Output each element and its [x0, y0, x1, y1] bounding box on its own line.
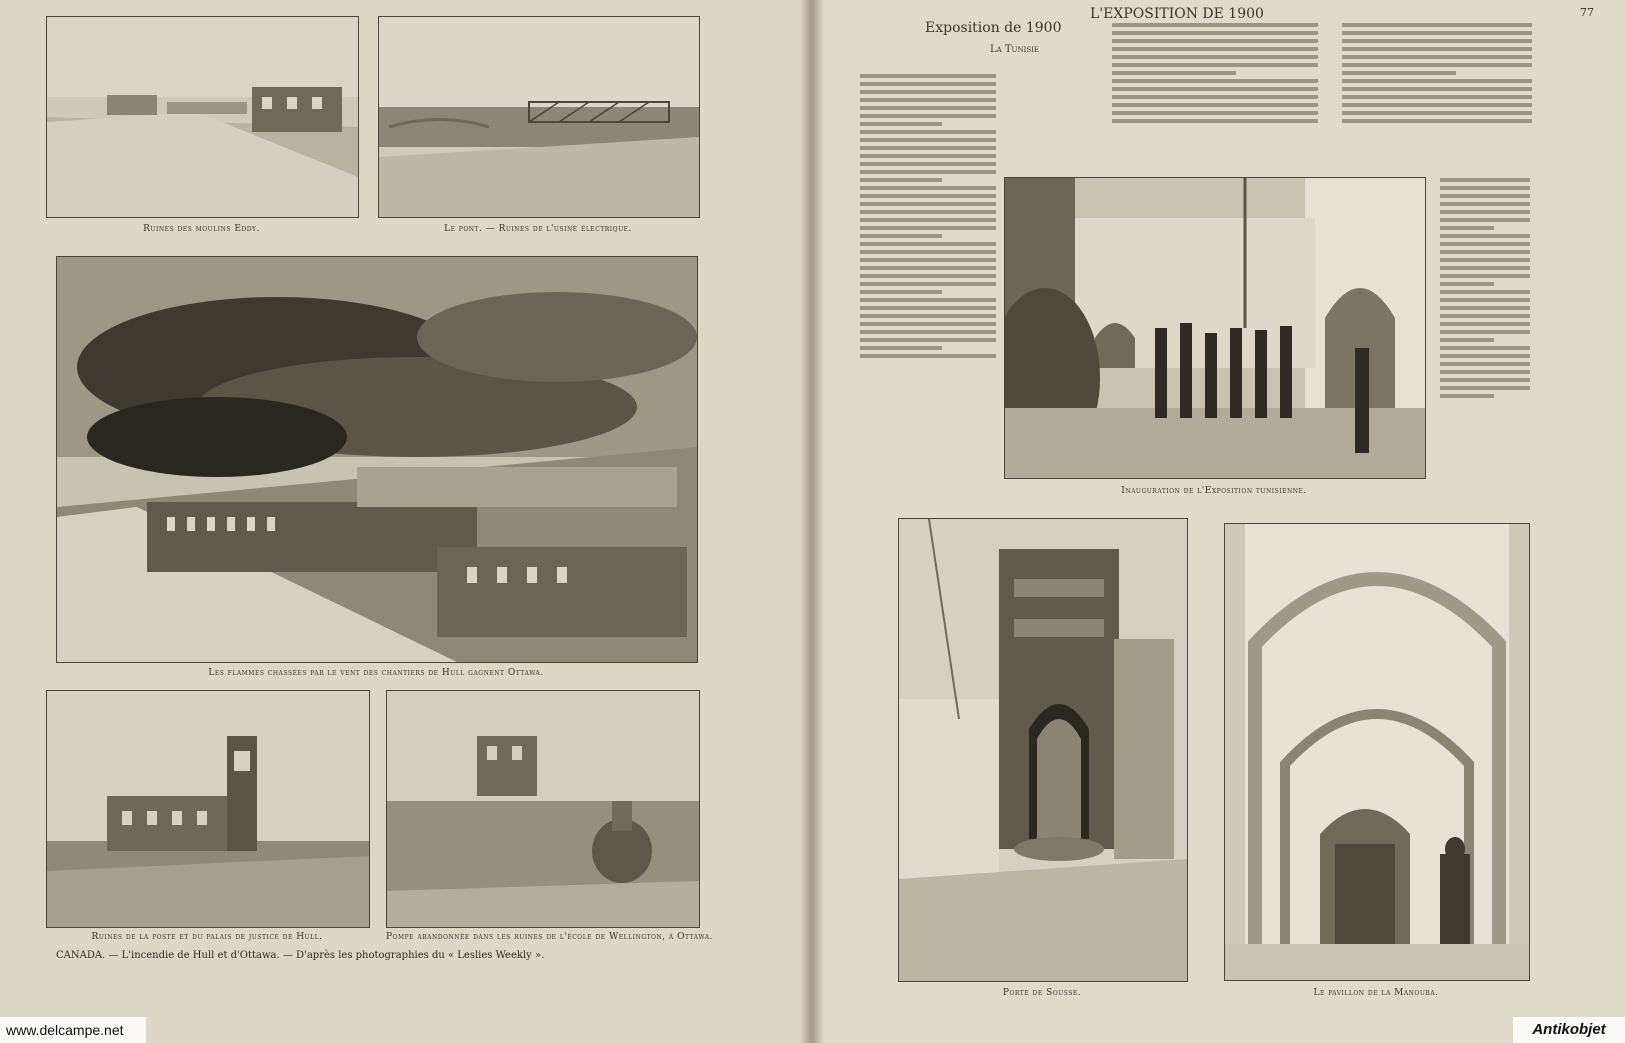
text-line	[860, 338, 996, 342]
text-line	[1440, 234, 1530, 238]
text-line	[1112, 87, 1318, 91]
text-line	[860, 330, 996, 334]
watermark-delcampe: www.delcampe.net	[0, 1017, 146, 1043]
text-line	[1342, 71, 1456, 75]
photo-abandoned-pump	[386, 690, 700, 928]
photo-post-office-ruins	[46, 690, 370, 928]
text-line	[1112, 23, 1318, 27]
text-line	[1440, 274, 1530, 278]
caption-flames: Les flammes chassées par le vent des chantiers de Hull gagnent Ottawa.	[208, 668, 544, 678]
text-line	[1440, 266, 1530, 270]
text-line	[1342, 23, 1532, 27]
text-line	[1112, 79, 1318, 83]
text-line	[1440, 178, 1530, 182]
text-line	[860, 114, 996, 118]
text-line	[1342, 95, 1532, 99]
caption-manouba: Le pavillon de la Manouba.	[1313, 988, 1439, 998]
text-line	[860, 194, 996, 198]
text-line	[1112, 71, 1236, 75]
text-line	[860, 178, 942, 182]
text-line	[1342, 63, 1532, 67]
text-line	[1440, 314, 1530, 318]
caption-pump: Pompe abandonnée dans les ruines de l'école de Wellington, à Ottawa.	[386, 932, 713, 942]
text-line	[860, 266, 996, 270]
text-line	[860, 138, 996, 142]
text-line	[1440, 250, 1530, 254]
text-line	[860, 210, 996, 214]
text-line	[1440, 338, 1494, 342]
text-line	[860, 242, 996, 246]
text-line	[1440, 330, 1530, 334]
text-line	[1440, 378, 1530, 382]
text-line	[1112, 55, 1318, 59]
text-line	[860, 98, 996, 102]
text-column-2	[1112, 20, 1318, 170]
text-line	[1440, 258, 1530, 262]
text-line	[1342, 55, 1532, 59]
text-line	[860, 146, 996, 150]
text-line	[1342, 103, 1532, 107]
section-title: Exposition de 1900	[925, 20, 1062, 36]
text-line	[1440, 346, 1530, 350]
text-line	[1440, 186, 1530, 190]
text-line	[1440, 298, 1530, 302]
text-column-3	[1342, 20, 1532, 170]
text-line	[860, 322, 996, 326]
text-line	[1112, 111, 1318, 115]
text-line	[860, 186, 996, 190]
text-line	[1112, 31, 1318, 35]
text-line	[860, 106, 996, 110]
text-line	[860, 82, 996, 86]
photo-porte-sousse	[898, 518, 1188, 982]
text-line	[860, 162, 996, 166]
text-line	[860, 90, 996, 94]
photo-flames-ottawa	[56, 256, 698, 663]
text-line	[860, 130, 996, 134]
text-line	[1440, 394, 1494, 398]
text-line	[1440, 210, 1530, 214]
text-column-1	[860, 60, 996, 460]
text-line	[860, 74, 996, 78]
text-line	[1342, 79, 1532, 83]
text-line	[1440, 194, 1530, 198]
text-line	[1342, 39, 1532, 43]
text-line	[1440, 322, 1530, 326]
text-line	[1440, 370, 1530, 374]
text-line	[860, 346, 942, 350]
text-line	[1440, 386, 1530, 390]
text-line	[1112, 47, 1318, 51]
text-line	[860, 250, 996, 254]
text-line	[1440, 290, 1530, 294]
text-line	[860, 154, 996, 158]
footer-canada: CANADA. — L'incendie de Hull et d'Ottawa. — D'après les photographies du « Leslies Weekly ».	[56, 950, 545, 961]
photo-inauguration	[1004, 177, 1426, 479]
text-line	[860, 122, 942, 126]
text-line	[1112, 103, 1318, 107]
text-line	[1342, 31, 1532, 35]
text-line	[860, 282, 996, 286]
text-line	[1112, 119, 1318, 123]
text-line	[1440, 226, 1494, 230]
text-line	[860, 170, 996, 174]
photo-bridge	[378, 16, 700, 218]
text-line	[1440, 354, 1530, 358]
book-gutter	[800, 0, 824, 1043]
watermark-antikobjet: Antikobjet	[1513, 1017, 1625, 1043]
caption-inauguration: Inauguration de l'Exposition tunisienne.	[1121, 486, 1307, 496]
text-line	[860, 258, 996, 262]
text-line	[1112, 39, 1318, 43]
text-line	[1342, 119, 1532, 123]
text-line	[860, 314, 996, 318]
photo-ruins-mills	[46, 16, 359, 218]
text-line	[1342, 87, 1532, 91]
text-line	[860, 306, 996, 310]
text-line	[860, 234, 942, 238]
text-line	[1440, 242, 1530, 246]
page-number: 77	[1580, 6, 1594, 19]
text-column-4	[1440, 175, 1530, 485]
text-line	[1440, 282, 1494, 286]
text-line	[1112, 95, 1318, 99]
caption-bridge: Le pont. — Ruines de l'usine électrique.	[444, 224, 632, 234]
subsection-title: La Tunisie	[990, 44, 1040, 55]
text-line	[860, 274, 996, 278]
caption-sousse: Porte de Sousse.	[1002, 988, 1082, 998]
text-line	[1440, 362, 1530, 366]
photo-pavillon-manouba	[1224, 523, 1530, 981]
text-line	[1440, 306, 1530, 310]
text-line	[860, 354, 996, 358]
text-line	[860, 226, 996, 230]
text-line	[860, 202, 996, 206]
text-line	[1112, 63, 1318, 67]
text-line	[860, 298, 996, 302]
text-line	[860, 290, 942, 294]
text-line	[1440, 202, 1530, 206]
running-head: L'EXPOSITION DE 1900	[1090, 6, 1264, 22]
text-line	[1342, 111, 1532, 115]
caption-post-office: Ruines de la poste et du palais de justice de Hull.	[91, 932, 323, 942]
text-line	[860, 218, 996, 222]
text-line	[1342, 47, 1532, 51]
caption-ruins-mills: Ruines des moulins Eddy.	[143, 224, 260, 234]
text-line	[1440, 218, 1530, 222]
